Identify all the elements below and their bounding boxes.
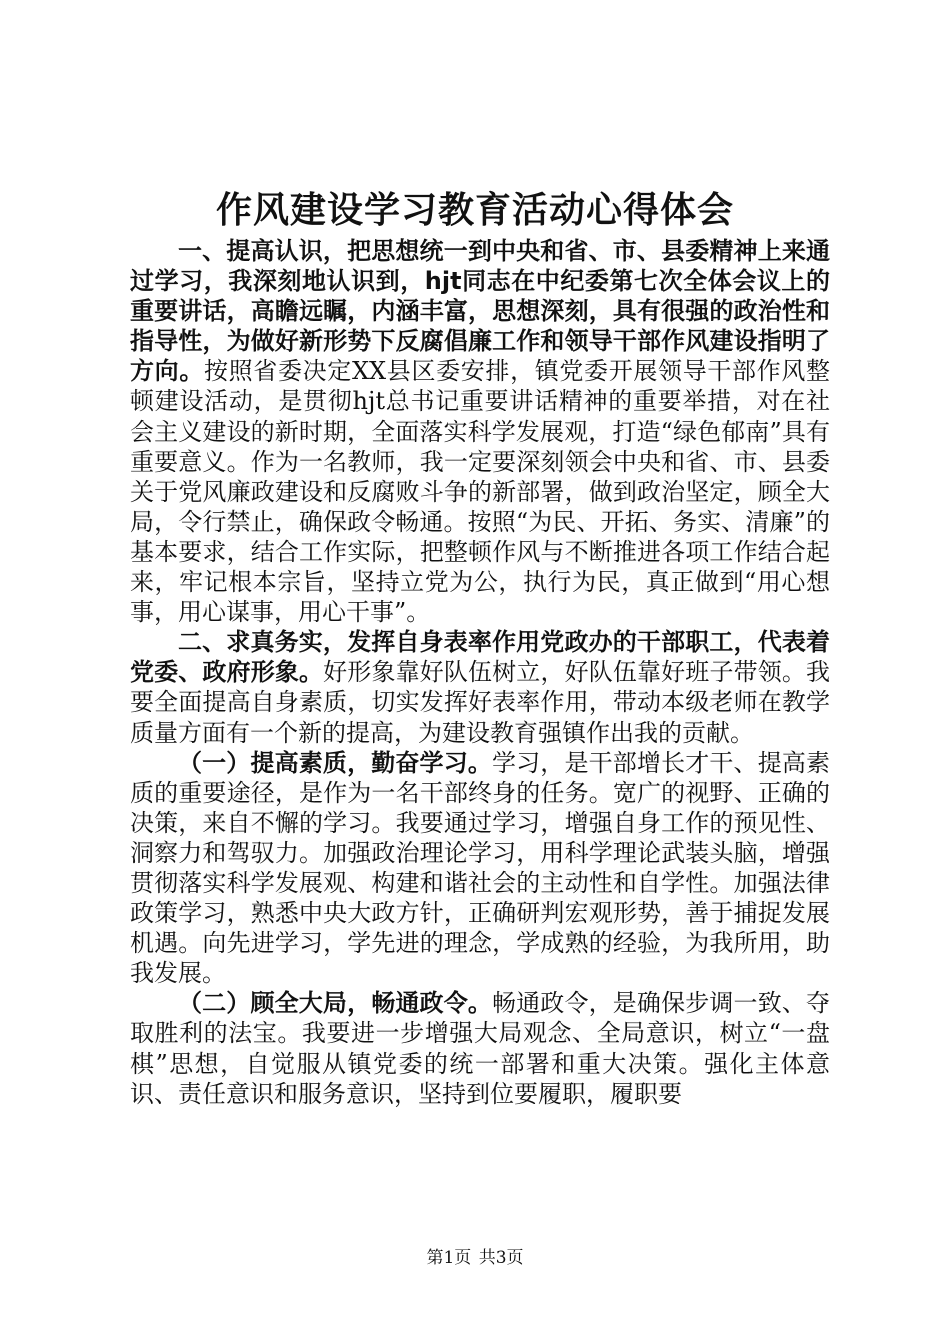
paragraph-2-text: 好形象靠好队伍树立，好队伍靠好班子带领。我要全面提高自身素质，切实发挥好表率作用，带动本级老师在教学质量方面有一个新的提高，为建设教育强镇作出我的贡献。 (130, 658, 831, 747)
document-body (130, 236, 830, 1109)
paragraph-3-text: 学习，是干部增长才干、提高素质的重要途径，是作为一名干部终身的任务。宽广的视野、正确的决策，来自不懈的学习。我要通过学习，增强自身工作的预见性、洞察力和驾驭力。加强政治理论学习，用科学理论武装头脑，增强贯彻落实科学发展观、构建和谐社会的主动性和自学性。加强法律政策学习，熟悉中央大政方针，正确研判宏观形势，善于捕捉发展机遇。向先进学习，学先进的理念，学成熟的经验，为我所用，助我发展。 (130, 748, 830, 988)
paragraph-1-heading: 一、提高认识，把思想统一到中央和省、市、县委精神上来通过学习，我深刻地认识到，hjt同志在中纪委第七次全体会议上的重要讲话，高瞻远瞩，内涵丰富，思想深刻，具有很强的政治性和指导性，为做好新形势下反腐倡廉工作和领导干部作风建设指明了方向。 (130, 237, 830, 386)
page-footer (0, 1243, 950, 1268)
paragraph-3 (130, 748, 830, 989)
paragraph-1-text: 按照省委决定XX县区委安排，镇党委开展领导干部作风整顿建设活动，是贯彻hjt总书记重要讲话精神的重要举措，对在社会主义建设的新时期，全面落实科学发展观，打造“绿色郁南”具有重要意义。作为一名教师，我一定要深刻领会中央和省、市、县委关于党风廉政建设和反腐败斗争的新部署，做到政治坚定，顾全大局，令行禁止，确保政令畅通。按照“为民、开拓、务实、清廉”的基本要求，结合工作实际，把整顿作风与不断推进各项工作结合起来，牢记根本宗旨，坚持立党为公，执行为民，真正做到“用心想事，用心谋事，用心干事”。 (130, 357, 831, 627)
document-title: 作风建设学习教育活动心得体会 (215, 190, 734, 231)
paragraph-4-heading: （二）顾全大局，畅通政令。 (178, 989, 492, 1018)
paragraph-2-heading: 二、求真务实，发挥自身表率作用党政办的干部职工，代表着党委、政府形象。 (130, 628, 830, 687)
paragraph-4-text: 畅通政令，是确保步调一致、夺取胜利的法宝。我要进一步增强大局观念、全局意识，树立“一盘棋”思想，自觉服从镇党委的统一部署和重大决策。强化主体意识、责任意识和服务意识，坚持到位要履职，履职要 (130, 989, 830, 1108)
paragraph-2 (130, 627, 830, 747)
page-number: 第1页 (426, 1248, 472, 1268)
page-total: 共3页 (478, 1248, 524, 1268)
paragraph-3-heading: （一）提高素质，勤奋学习。 (178, 748, 492, 777)
paragraph-1 (130, 236, 830, 627)
paragraph-4 (130, 988, 830, 1108)
